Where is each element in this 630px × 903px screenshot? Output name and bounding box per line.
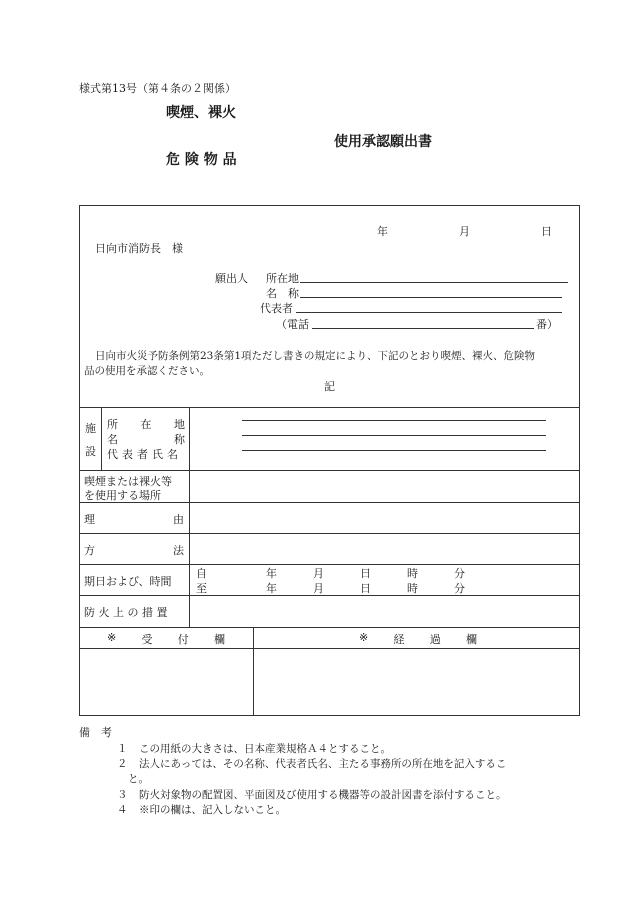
applicant-name-label: 名 称 <box>266 287 299 300</box>
table-top-line <box>79 407 580 408</box>
row-divider <box>79 627 580 628</box>
applicant-phone-field[interactable] <box>312 328 534 329</box>
note-text: ※印の欄は、記入しないこと。 <box>139 804 286 816</box>
body-text-line1: 日向市火災予防条例第23条第1項ただし書きの規定により、下記のとおり喫煙、裸火、危険物 <box>95 350 536 362</box>
form-number: 様式第13号（第４条の２関係） <box>79 82 236 95</box>
note-text: 法人にあっては、その名称、代表者氏名、主たる事務所の所在地を記入するこ <box>139 758 507 770</box>
period-from-year: 年 <box>266 567 277 580</box>
progress-area <box>254 649 579 715</box>
place-label-line2: を使用する場所 <box>84 489 161 502</box>
period-from-label: 自 <box>196 567 207 580</box>
place-field[interactable] <box>190 471 579 501</box>
title-hazardous-goods: 危 険 物 品 <box>166 152 237 168</box>
facility-rep-label: 代表者氏名 <box>107 448 182 461</box>
body-text-line2: 品の使用を承認ください。 <box>84 365 210 377</box>
notes-heading: 備 考 <box>79 726 112 739</box>
facility-rep-field[interactable] <box>242 450 546 451</box>
title-smoking-fire: 喫煙、裸火 <box>166 105 236 121</box>
facility-name-field[interactable] <box>242 435 546 436</box>
facility-side-divider <box>101 407 102 470</box>
period-from-hour: 時 <box>407 567 418 580</box>
note-text: と。 <box>128 773 149 785</box>
phone-close-label: 番） <box>536 318 558 331</box>
facility-side-label-2: 設 <box>85 445 96 458</box>
facility-address-field[interactable] <box>242 420 546 421</box>
applicant-representative-label: 代表者 <box>260 302 293 315</box>
reception-column-header: ※ 受 付 欄 <box>107 631 225 646</box>
period-to-month: 月 <box>313 582 324 595</box>
date-year-label: 年 <box>377 225 388 238</box>
facility-address-label: 所 在 地 <box>107 418 185 431</box>
period-to-hour: 時 <box>407 582 418 595</box>
method-label: 方 法 <box>84 544 184 557</box>
period-to-year: 年 <box>266 582 277 595</box>
reception-area <box>80 649 252 715</box>
period-from-month: 月 <box>313 567 324 580</box>
note-text: 防火対象物の配置図、平面図及び使用する機器等の設計図書を添付すること。 <box>139 789 507 801</box>
note-number: １ <box>117 743 128 755</box>
date-day-label: 日 <box>541 225 552 238</box>
applicant-address-label: 所在地 <box>266 272 299 285</box>
progress-column-header: ※ 経 過 欄 <box>359 631 477 646</box>
fire-prevention-field[interactable] <box>190 596 579 626</box>
period-from-minute: 分 <box>454 567 465 580</box>
period-to-minute: 分 <box>454 582 465 595</box>
note-number: ４ <box>117 804 128 816</box>
addressee: 日向市消防長 様 <box>95 242 183 255</box>
page-title: 使用承認願出書 <box>334 134 432 150</box>
row-divider <box>79 564 580 565</box>
applicant-address-field[interactable] <box>300 282 568 283</box>
note-number: ２ <box>117 758 128 770</box>
date-month-label: 月 <box>459 225 470 238</box>
method-field[interactable] <box>190 534 579 563</box>
reason-label: 理 由 <box>84 513 184 526</box>
period-label: 期日および、時間 <box>84 575 172 588</box>
place-label-line1: 喫煙または裸火等 <box>84 475 172 488</box>
applicant-label: 願出人 <box>215 272 248 285</box>
applicant-representative-field[interactable] <box>296 312 562 313</box>
fire-prevention-label: 防 火 上 の 措 置 <box>84 606 168 619</box>
period-to-day: 日 <box>360 582 371 595</box>
note-number: ３ <box>117 789 128 801</box>
facility-side-label-1: 施 <box>85 422 96 435</box>
reason-field[interactable] <box>190 503 579 532</box>
phone-open-label: （電話 <box>276 318 309 331</box>
note-text: この用紙の大きさは、日本産業規格Ａ４とすること。 <box>139 743 391 755</box>
period-to-label: 至 <box>196 582 207 595</box>
period-from-day: 日 <box>360 567 371 580</box>
applicant-name-field[interactable] <box>300 297 562 298</box>
facility-name-label: 名 称 <box>107 433 185 446</box>
ki-label: 記 <box>324 380 335 393</box>
